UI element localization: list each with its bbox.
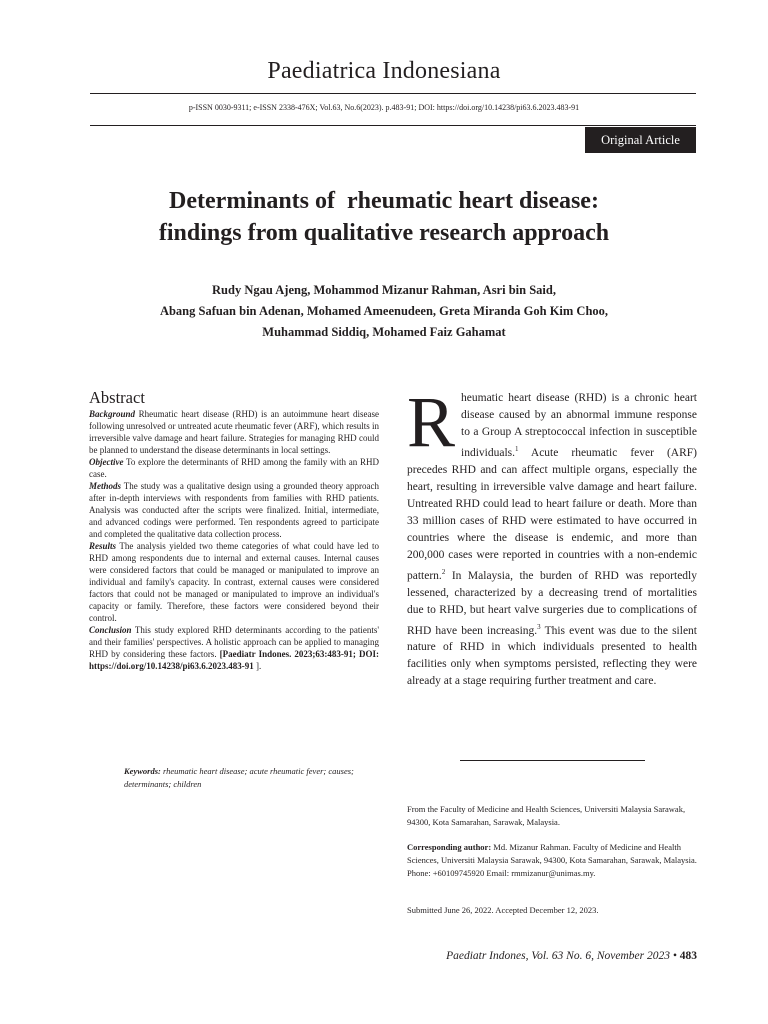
abstract-objective (89, 456, 379, 480)
abstract-section (89, 388, 379, 672)
body-text-2: Acute rheumatic fever (ARF) precedes RHD and can affect multiple organs, especially the heart, resulting in irreversible valve damage and heart failure. Untreated RHD could lead to heart failure or death. More than 33 million cases of RHD were estimated to have occurred in countries where the disease is endemic, and more than 200,000 cases were reported in countries with a non-endemic pattern. (407, 446, 697, 582)
corresponding-author (407, 841, 697, 880)
body-text-3: In Malaysia, the burden of RHD was reportedly lessened, characterized by a decreasing trend of mortalities due to RHD, but heart valve surgeries due to complications of RHD have been increasing. (407, 569, 697, 637)
title-line-1: Determinants of rheumatic heart disease: (169, 188, 599, 214)
results-text: The analysis yielded two theme categories of what could have led to RHD among respondents due to internal and external causes. Internal causes were considered factors that could be managed or manipulated to improve an individual and family's capacity. In contrast, external causes were considered factors that could not be managed or manipulated to improve an individual's capacity or family. Therefore, these factors were considered beyond their control. (89, 541, 379, 623)
title-line-2: findings from qualitative research approach (158, 220, 610, 246)
abstract-results (89, 540, 379, 624)
body-text-4: This event was due to the silent nature of RHD in which individuals presented to health facilities only when symptoms persisted, reflecting they were already at a stage requiring further treatment and care. (407, 624, 697, 688)
page-number: 483 (679, 950, 697, 962)
article-type-badge: Original Article (585, 127, 696, 153)
abstract-body (89, 408, 379, 672)
conclusion-text: This study explored RHD determinants according to the patients' and their families' perspectives. A holistic approach can be applied to managing RHD by considering these factors. (89, 625, 379, 659)
keywords-text: rheumatic heart disease; acute rheumatic fever; causes; determinants; children (124, 766, 354, 789)
authors-line-1: Rudy Ngau Ajeng, Mohammod Mizanur Rahman, Asri bin Said, (212, 283, 556, 297)
background-text: Rheumatic heart disease (RHD) is an autoimmune heart disease following unresolved or untreated acute rheumatic fever (ARF), which results in irreversible valve damage and heart failure. Strategies for managing RHD could be planned to understand the disease determinants in local settings. (89, 409, 379, 455)
ref-2: 2 (441, 567, 446, 576)
objective-label: Objective (89, 457, 124, 467)
corresponding-label: Corresponding author: (407, 842, 492, 852)
footnote-rule (460, 760, 645, 761)
issn-doi-line: p-ISSN 0030-9311; e-ISSN 2338-476X; Vol.63, No.6(2023). p.483-91; DOI: https://doi.org/10.14238/pi63.6.2023.483-91 (188, 103, 580, 112)
methods-text: The study was a qualitative design using a grounded theory approach after in-depth interviews with respondents from families with RHD patients. Analysis was conducted after the scripts were finalized. Initial, intermediate, and advanced codings were performed. Ten respondents agreed to participate and completed the qualitative data collection process. (89, 481, 379, 539)
authors-line-3: Muhammad Siddiq, Mohamed Faiz Gahamat (262, 325, 506, 339)
author-list (0, 280, 768, 343)
methods-label: Methods (89, 481, 122, 491)
results-label: Results (89, 541, 117, 551)
body-text-1: heumatic heart disease (RHD) is a chronic heart disease caused by an abnormal immune response to a Group A streptococcal infection in susceptible individuals. (461, 392, 697, 459)
corresponding-text: Md. Mizanur Rahman. Faculty of Medicine and Health Sciences, Universiti Malaysia Sarawak, 94300, Kota Samarahan, Sarawak, Malaysia. Phone: +60109745920 Email: rmmizanur@unimas.my. (407, 842, 697, 878)
keywords (124, 765, 354, 791)
objective-text: To explore the determinants of RHD among the family with an RHD case. (89, 457, 379, 479)
authors-line-2: Abang Safuan bin Adenan, Mohamed Ameenudeen, Greta Miranda Goh Kim Choo, (159, 304, 609, 318)
citation-end: ]. (253, 661, 262, 671)
abstract-conclusion (89, 624, 379, 672)
header-rule-top (90, 93, 696, 94)
page-footer (0, 950, 697, 962)
abstract-background (89, 408, 379, 456)
background-label: Background (89, 409, 136, 419)
citation-doi: [Paediatr Indones. 2023;63:483-91; DOI: https://doi.org/10.14238/pi63.6.2023.483-91 (89, 649, 379, 671)
drop-cap: R (407, 382, 456, 462)
keywords-label: Keywords: (124, 766, 161, 776)
journal-title: Paediatrica Indonesiana (267, 58, 501, 84)
conclusion-label: Conclusion (89, 625, 132, 635)
abstract-heading: Abstract (89, 388, 145, 407)
submission-dates: Submitted June 26, 2022. Accepted December 12, 2023. (407, 905, 599, 915)
footer-citation: Paediatr Indones, Vol. 63 No. 6, November 2023 • (446, 950, 680, 962)
ref-1: 1 (515, 445, 519, 453)
article-title (0, 185, 768, 249)
body-text (407, 382, 697, 690)
header-rule-bottom (90, 125, 696, 126)
ref-3: 3 (537, 622, 541, 631)
abstract-methods (89, 480, 379, 540)
affiliation-from: From the Faculty of Medicine and Health Sciences, Universiti Malaysia Sarawak, 94300, Kota Samarahan, Sarawak, Malaysia. (407, 804, 686, 827)
